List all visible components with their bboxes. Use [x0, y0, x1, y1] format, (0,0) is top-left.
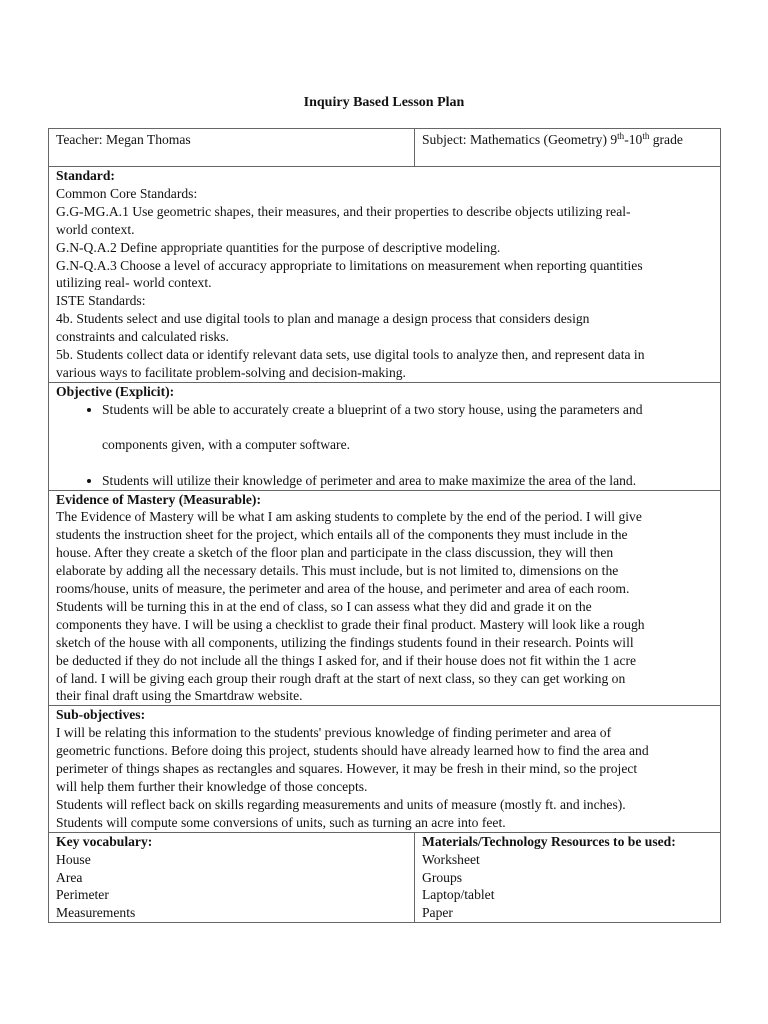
materials-heading: Materials/Technology Resources to be used: [422, 833, 676, 849]
vocabulary-item: Measurements [56, 905, 136, 921]
standard-cell [49, 167, 721, 383]
objective-cell [49, 382, 721, 490]
standard-row [49, 167, 721, 383]
objective-item [102, 401, 713, 454]
materials-item: Paper [422, 905, 453, 921]
subject-sup-2: th [642, 131, 650, 141]
standard-line: 4b. Students select and use digital tools to plan and manage a design process that considers design [56, 311, 590, 327]
sub-objectives-line: will help them further their knowledge of those concepts. [56, 779, 368, 794]
vocabulary-item: Perimeter [56, 887, 109, 903]
evidence-line: their final draft using the Smartdraw website. [56, 688, 303, 704]
standard-line: various ways to facilitate problem-solving and decision-making. [56, 364, 406, 380]
evidence-line: Students will be turning this in at the end of class, so I can assess what they did and grade it on the [56, 598, 592, 614]
evidence-line: The Evidence of Mastery will be what I am asking students to complete by the end of the period. I will give [56, 509, 642, 525]
subject-sup-1: th [617, 131, 625, 141]
sub-objectives-line: I will be relating this information to the students' previous knowledge of finding perimeter and area of [56, 725, 612, 741]
sub-objectives-line: perimeter of things shapes as rectangles and squares. However, it may be fresh in their mind, so the project [56, 761, 638, 777]
materials-item: Worksheet [422, 851, 480, 867]
evidence-line: rooms/house, units of measure, the perimeter and area of the house, and perimeter and area of each room. [56, 581, 630, 597]
standard-line: Common Core Standards: [56, 185, 198, 201]
evidence-line: elaborate by adding all the necessary details. This must include, but is not limited to, dimensions on the [56, 563, 619, 579]
materials-item: Laptop/tablet [422, 887, 495, 903]
sub-objectives-line: geometric functions. Before doing this project, students should have already learned how to find the area and [56, 743, 649, 759]
standard-line: constraints and calculated risks. [56, 329, 229, 345]
evidence-line: be deducted if they do not include all the things I asked for, and if their house does not fit within the 1 acre [56, 652, 637, 668]
sub-objectives-cell [49, 706, 721, 832]
teacher-cell [49, 129, 415, 167]
standard-line: G.N-Q.A.2 Define appropriate quantities for the purpose of descriptive modeling. [56, 239, 501, 255]
evidence-heading: Evidence of Mastery (Measurable): [56, 491, 261, 507]
materials-cell [415, 832, 721, 923]
vocabulary-item: House [56, 851, 91, 867]
standard-line: 5b. Students collect data or identify relevant data sets, use digital tools to analyze then, and represent data in [56, 347, 645, 363]
standard-line: utilizing real- world context. [56, 275, 212, 291]
sub-objectives-line: Students will reflect back on skills regarding measurements and units of measure (mostly ft. and inches). [56, 796, 626, 812]
evidence-line: house. After they create a sketch of the floor plan and participate in the class discussion, they will then [56, 545, 614, 561]
subject-prefix: Subject: Mathematics (Geometry) 9 [422, 132, 618, 147]
objective-item-line: • Students will be able to accurately create a blueprint of a two story house, using the parameters and [102, 401, 643, 417]
document-title: Inquiry Based Lesson Plan [303, 95, 465, 110]
evidence-line: sketch of the house with all components, utilizing the findings students found in their research. Points will [56, 634, 634, 650]
objective-item [102, 472, 713, 490]
standard-line: G.G-MG.A.1 Use geometric shapes, their measures, and their properties to describe objects utilizing real- [56, 203, 631, 219]
sub-objectives-row [49, 706, 721, 832]
subject-text [422, 132, 683, 147]
teacher-text: Teacher: Megan Thomas [56, 132, 191, 147]
materials-item: Groups [422, 869, 463, 885]
vocabulary-cell [49, 832, 415, 923]
objective-row [49, 382, 721, 490]
subject-suffix: grade [649, 132, 683, 147]
objective-item-line: • Students will utilize their knowledge of perimeter and area to make maximize the area of the land. [102, 472, 637, 488]
evidence-row [49, 490, 721, 706]
sub-objectives-heading: Sub-objectives: [56, 707, 146, 723]
objective-list [56, 401, 713, 490]
standard-line: G.N-Q.A.3 Choose a level of accuracy appropriate to limitations on measurement when reporting quantities [56, 257, 643, 273]
standard-line: world context. [56, 221, 135, 237]
sub-objectives-line: Students will compute some conversions of units, such as turning an acre into feet. [56, 814, 506, 830]
subject-mid: -10 [624, 132, 643, 147]
standard-line: ISTE Standards: [56, 293, 146, 309]
lesson-plan-table [48, 128, 721, 923]
evidence-line: of land. I will be giving each group their rough draft at the start of next class, so they can get working on [56, 670, 626, 686]
standard-heading: Standard: [56, 168, 115, 183]
header-row [49, 129, 721, 167]
evidence-line: components they have. I will be using a checklist to grade their final product. Mastery will look like a rough [56, 616, 645, 632]
objective-heading: Objective (Explicit): [56, 383, 175, 399]
objective-item-line: components given, with a computer software. [102, 436, 351, 452]
evidence-line: students the instruction sheet for the project, which entails all of the components they must include in the [56, 527, 628, 543]
vocabulary-materials-row [49, 832, 721, 923]
subject-cell [415, 129, 721, 167]
evidence-cell [49, 490, 721, 706]
vocabulary-heading: Key vocabulary: [56, 833, 153, 849]
vocabulary-item: Area [56, 869, 83, 885]
